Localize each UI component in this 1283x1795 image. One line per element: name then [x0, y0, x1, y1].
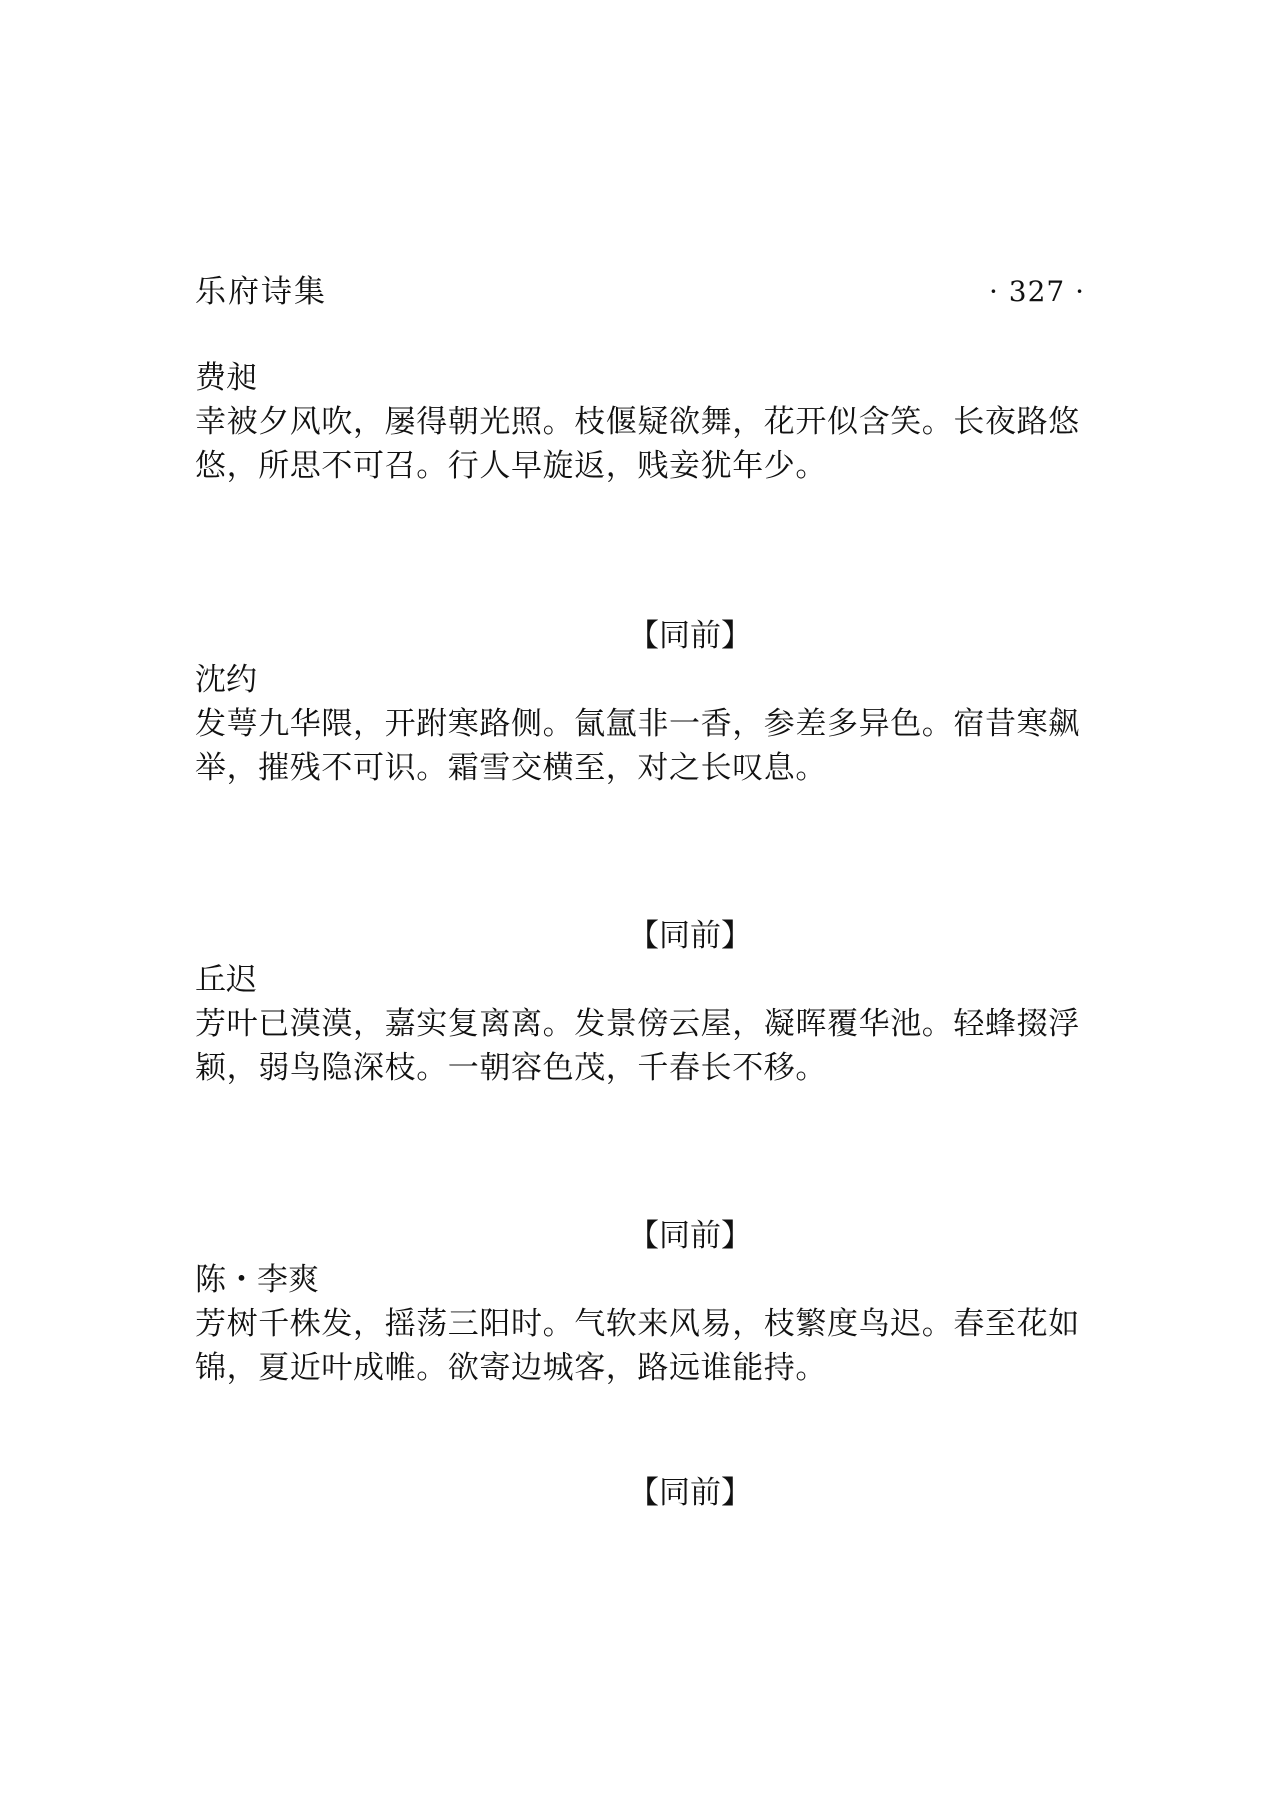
page-number: · 327 · [988, 275, 1085, 308]
poem-block [195, 614, 1090, 790]
poem-block [195, 1214, 1090, 1390]
poem-text: 芳叶已漠漠，嘉实复离离。发景傍云屋，凝晖覆华池。轻蜂掇浮颖，弱鸟隐深枝。一朝容色茂，千春长不移。 [195, 1006, 1080, 1086]
poem-text: 幸被夕风吹，屡得朝光照。枝偃疑欲舞，花开似含笑。长夜路悠悠，所思不可召。行人早旋返，贱妾犹年少。 [195, 404, 1080, 484]
poem-author: 沈约 [195, 662, 257, 698]
poem-author: 费昶 [195, 360, 257, 396]
poem-author: 陈・李爽 [195, 1262, 319, 1298]
poem-text: 芳树千株发，摇荡三阳时。气软来风易，枝繁度鸟迟。春至花如锦，夏近叶成帷。欲寄边城客，路远谁能持。 [195, 1306, 1080, 1386]
page-header [195, 270, 1085, 314]
poem-heading: 【同前】 [628, 1475, 752, 1511]
poem-heading: 【同前】 [628, 918, 752, 954]
poem-block [195, 356, 1090, 488]
poem-heading: 【同前】 [628, 618, 752, 654]
poem-author: 丘迟 [195, 962, 257, 998]
poem-text: 发萼九华隈，开跗寒路侧。氤氲非一香，参差多异色。宿昔寒飙举，摧残不可识。霜雪交横至，对之长叹息。 [195, 706, 1080, 786]
poem-block [195, 1471, 1090, 1515]
poem-block [195, 914, 1090, 1090]
poem-heading: 【同前】 [628, 1218, 752, 1254]
book-title: 乐府诗集 [195, 274, 327, 310]
